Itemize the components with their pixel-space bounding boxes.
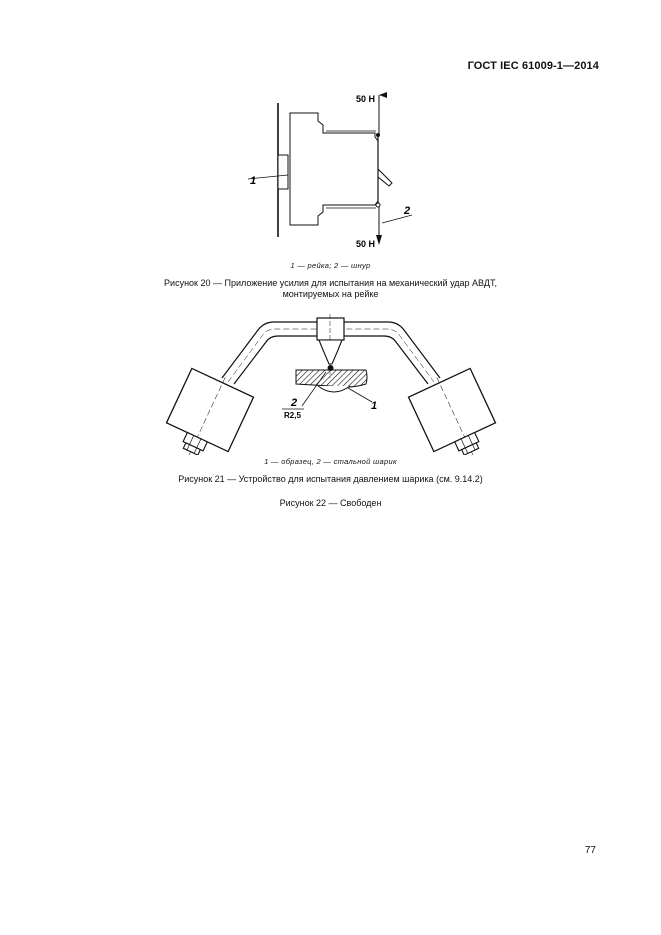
- document-code: ГОСТ IEC 61009-1—2014: [467, 60, 599, 72]
- figure-20-legend: 1 — рейка; 2 — шнур: [290, 261, 371, 270]
- figure-20-caption: [0, 278, 661, 300]
- figure-20-caption-line2: монтируемых на рейке: [282, 289, 379, 299]
- figure-21-drawing: [0, 310, 661, 455]
- force-label-bottom: 50 Н: [356, 239, 376, 249]
- callout-2: 2: [404, 205, 411, 217]
- callout-1: 1: [250, 175, 257, 187]
- figure-21-legend: 1 — образец, 2 — стальной шарик: [264, 457, 397, 466]
- page-number: 77: [584, 845, 596, 856]
- force-label-top: 50 Н: [356, 94, 376, 104]
- callout-2: 2: [291, 397, 298, 409]
- figure-20-drawing: [0, 85, 661, 255]
- callout-1: 1: [371, 400, 378, 412]
- figure-22-caption: Рисунок 22 — Свободен: [279, 498, 382, 508]
- radius-label: R2,5: [284, 411, 301, 420]
- figure-20-caption-line1: Рисунок 20 — Приложение усилия для испытания на механический удар АВДТ,: [164, 278, 497, 288]
- figure-21-caption: Рисунок 21 — Устройство для испытания давлением шарика (см. 9.14.2): [178, 474, 483, 484]
